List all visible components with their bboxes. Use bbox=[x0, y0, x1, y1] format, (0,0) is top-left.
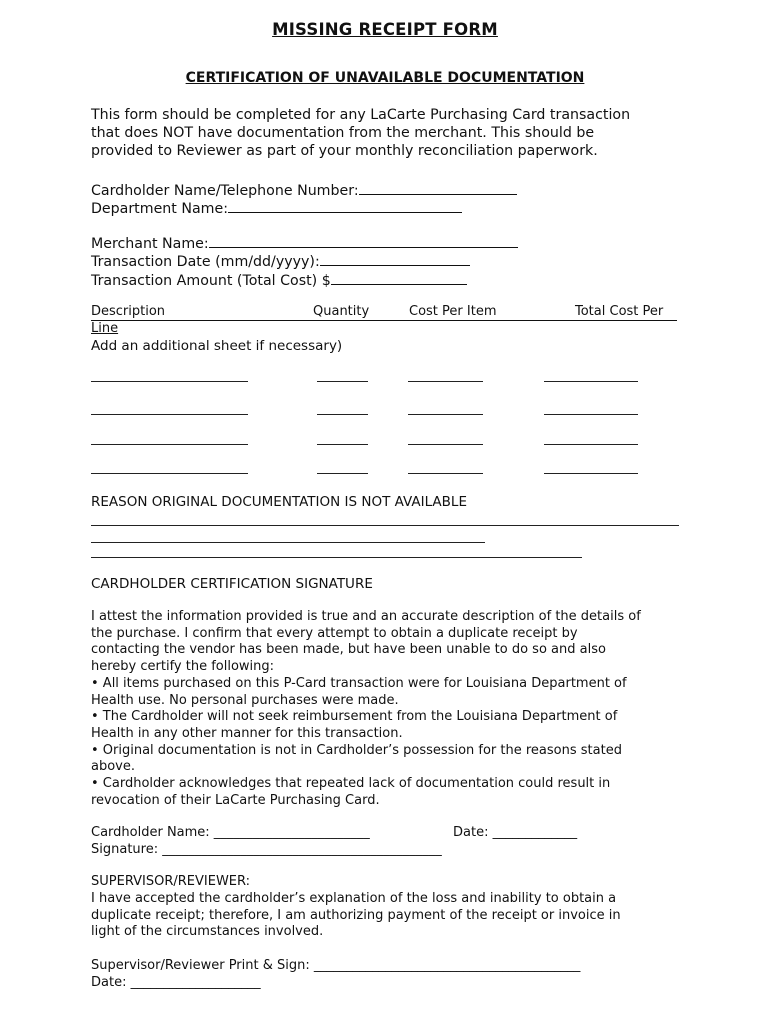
certification-line: revocation of their LaCarte Purchasing Card. bbox=[91, 792, 380, 808]
form-title: MISSING RECEIPT FORM bbox=[272, 20, 498, 39]
row-cost-blank[interactable] bbox=[408, 473, 483, 474]
transaction-amount-field[interactable] bbox=[91, 270, 467, 290]
supervisor-date-field[interactable]: Date: ____________________ bbox=[91, 975, 261, 990]
supervisor-line: light of the circumstances involved. bbox=[91, 924, 324, 940]
header-description: Description bbox=[91, 304, 166, 319]
cardholder-name-phone-blank[interactable] bbox=[359, 180, 517, 195]
intro-line: that does NOT have documentation from the merchant. This should be bbox=[91, 125, 595, 141]
supervisor-line: duplicate receipt; therefore, I am authorizing payment of the receipt or invoice in bbox=[91, 907, 621, 923]
certification-line: above. bbox=[91, 759, 135, 775]
supervisor-print-sign-field[interactable]: Supervisor/Reviewer Print & Sign: _________________________________________ bbox=[91, 958, 581, 973]
cardholder-name-phone-label: Cardholder Name/Telephone Number: bbox=[91, 183, 359, 199]
cardholder-signature-field[interactable]: Signature: ___________________________________________ bbox=[91, 842, 442, 857]
certification-bullet: • All items purchased on this P-Card transaction were for Louisiana Department of bbox=[91, 675, 627, 691]
supervisor-line: I have accepted the cardholder’s explanation of the loss and inability to obtain a bbox=[91, 891, 617, 906]
header-cost-per-item: Cost Per Item bbox=[409, 304, 497, 319]
certification-text bbox=[91, 609, 641, 809]
reason-line-2[interactable] bbox=[91, 542, 485, 543]
header-line-wrap: Line bbox=[91, 321, 119, 336]
form-subtitle: CERTIFICATION OF UNAVAILABLE DOCUMENTATION bbox=[185, 70, 585, 86]
merchant-name-blank[interactable] bbox=[209, 233, 518, 248]
department-name-label: Department Name: bbox=[91, 201, 228, 217]
row-description-blank[interactable] bbox=[91, 444, 248, 445]
certification-line: hereby certify the following: bbox=[91, 659, 275, 675]
row-cost-blank[interactable] bbox=[408, 414, 483, 415]
department-name-blank[interactable] bbox=[228, 198, 462, 213]
intro-line: This form should be completed for any LaCarte Purchasing Card transaction bbox=[91, 107, 631, 123]
certification-heading: CARDHOLDER CERTIFICATION SIGNATURE bbox=[91, 576, 373, 592]
cardholder-date-field[interactable]: Date: _____________ bbox=[453, 825, 578, 840]
row-description-blank[interactable] bbox=[91, 473, 248, 474]
certification-bullet: • The Cardholder will not seek reimbursement from the Louisiana Department of bbox=[91, 709, 618, 725]
cardholder-name-signature-field[interactable]: Cardholder Name: ________________________ bbox=[91, 825, 370, 840]
supervisor-heading: SUPERVISOR/REVIEWER: bbox=[91, 874, 251, 889]
transaction-date-blank[interactable] bbox=[320, 251, 470, 266]
merchant-name-label: Merchant Name: bbox=[91, 236, 209, 252]
certification-line: I attest the information provided is true and an accurate description of the details of bbox=[91, 609, 641, 624]
certification-bullet: • Original documentation is not in Cardholder’s possession for the reasons stated bbox=[91, 742, 622, 758]
transaction-amount-label: Transaction Amount (Total Cost) $ bbox=[91, 273, 331, 289]
reason-line-3[interactable] bbox=[91, 557, 582, 558]
intro-line: provided to Reviewer as part of your monthly reconciliation paperwork. bbox=[91, 143, 598, 159]
transaction-date-label: Transaction Date (mm/dd/yyyy): bbox=[91, 254, 320, 270]
row-description-blank[interactable] bbox=[91, 381, 248, 382]
certification-bullet: • Cardholder acknowledges that repeated lack of documentation could result in bbox=[91, 776, 611, 792]
row-total-blank[interactable] bbox=[544, 444, 638, 445]
additional-sheet-note: Add an additional sheet if necessary) bbox=[91, 338, 343, 354]
reason-line-1[interactable] bbox=[91, 525, 679, 526]
row-quantity-blank[interactable] bbox=[317, 444, 368, 445]
certification-line: the purchase. I confirm that every attempt to obtain a duplicate receipt by bbox=[91, 625, 578, 641]
row-quantity-blank[interactable] bbox=[317, 473, 368, 474]
row-total-blank[interactable] bbox=[544, 381, 638, 382]
row-quantity-blank[interactable] bbox=[317, 414, 368, 415]
row-cost-blank[interactable] bbox=[408, 381, 483, 382]
cardholder-name-phone-field[interactable] bbox=[91, 180, 517, 200]
transaction-amount-blank[interactable] bbox=[331, 270, 467, 285]
intro-paragraph bbox=[91, 106, 701, 160]
supervisor-text bbox=[91, 891, 621, 941]
department-name-field[interactable] bbox=[91, 198, 462, 218]
merchant-name-field[interactable] bbox=[91, 233, 518, 253]
row-description-blank[interactable] bbox=[91, 414, 248, 415]
transaction-date-field[interactable] bbox=[91, 251, 470, 271]
certification-line: contacting the vendor has been made, but have been unable to do so and also bbox=[91, 642, 606, 658]
certification-line: Health use. No personal purchases were made. bbox=[91, 692, 399, 708]
row-quantity-blank[interactable] bbox=[317, 381, 368, 382]
row-total-blank[interactable] bbox=[544, 414, 638, 415]
reason-heading: REASON ORIGINAL DOCUMENTATION IS NOT AVAILABLE bbox=[91, 494, 467, 510]
row-cost-blank[interactable] bbox=[408, 444, 483, 445]
certification-line: Health in any other manner for this transaction. bbox=[91, 725, 403, 741]
header-total-cost: Total Cost Per bbox=[575, 304, 664, 319]
row-total-blank[interactable] bbox=[544, 473, 638, 474]
header-quantity: Quantity bbox=[313, 304, 370, 319]
